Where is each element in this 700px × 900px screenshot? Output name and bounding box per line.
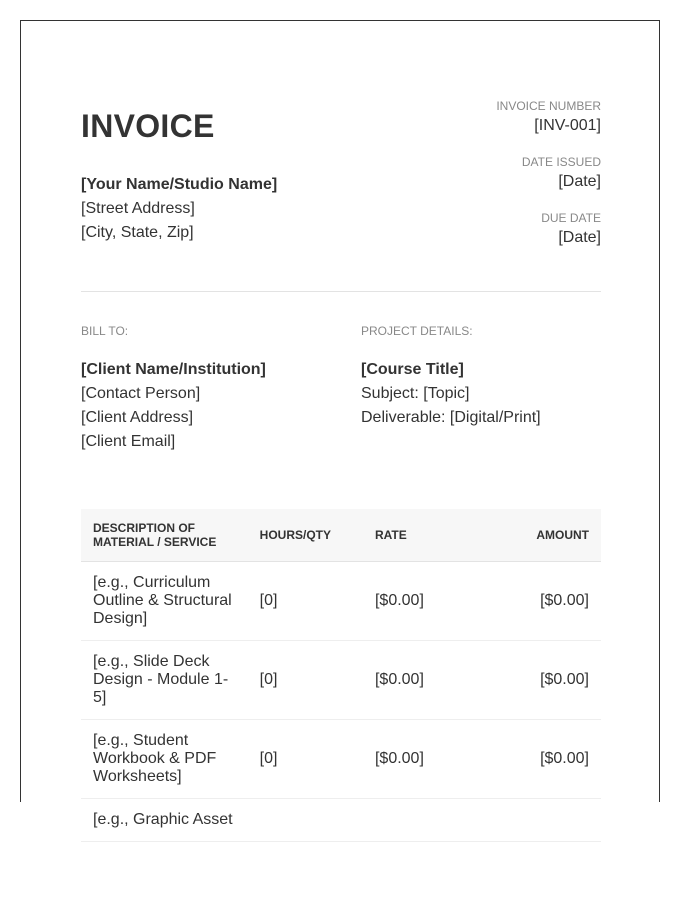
invoice-number-label: INVOICE NUMBER <box>496 99 601 113</box>
due-date-label: DUE DATE <box>541 211 601 225</box>
row-amount: [$0.00] <box>503 562 601 641</box>
project-details-label: PROJECT DETAILS: <box>361 324 473 338</box>
header-amount: AMOUNT <box>503 509 601 562</box>
due-date-value: [Date] <box>558 229 601 246</box>
table-row <box>81 562 601 641</box>
client-email: [Client Email] <box>81 433 176 450</box>
client-contact: [Contact Person] <box>81 385 201 402</box>
client-name: [Client Name/Institution] <box>81 361 266 378</box>
section-divider <box>81 291 601 292</box>
date-issued-value: [Date] <box>558 173 601 190</box>
header-description: DESCRIPTION OF MATERIAL / SERVICE <box>81 509 248 562</box>
row-description: [e.g., Slide Deck Design - Module 1-5] <box>81 641 248 720</box>
row-qty: [0] <box>248 641 363 720</box>
invoice-title: INVOICE <box>81 108 215 144</box>
due-date-group <box>381 209 601 249</box>
project-details-block <box>361 322 601 430</box>
bill-to-label: BILL TO: <box>81 324 129 338</box>
sender-street: [Street Address] <box>81 200 195 217</box>
row-qty: [0] <box>248 562 363 641</box>
sender-block <box>81 173 277 245</box>
row-description: [e.g., Graphic Asset <box>81 799 248 842</box>
row-qty: [0] <box>248 720 363 799</box>
table-header-row <box>81 509 601 562</box>
row-rate <box>363 799 503 842</box>
date-issued-label: DATE ISSUED <box>521 155 601 169</box>
row-amount <box>503 799 601 842</box>
invoice-page <box>20 20 660 828</box>
row-rate: [$0.00] <box>363 720 503 799</box>
invoice-number-group <box>381 97 601 137</box>
line-items-table <box>81 509 601 842</box>
invoice-meta <box>381 97 601 265</box>
row-qty <box>248 799 363 842</box>
sender-city: [City, State, Zip] <box>81 224 194 241</box>
project-deliverable: Deliverable: [Digital/Print] <box>361 409 541 426</box>
header-rate: RATE <box>363 509 503 562</box>
invoice-number-value: [INV-001] <box>534 117 601 134</box>
project-subject: Subject: [Topic] <box>361 385 470 402</box>
row-rate: [$0.00] <box>363 562 503 641</box>
row-amount: [$0.00] <box>503 641 601 720</box>
bill-to-block <box>81 322 321 454</box>
row-rate: [$0.00] <box>363 641 503 720</box>
date-issued-group <box>381 153 601 193</box>
row-amount: [$0.00] <box>503 720 601 799</box>
row-description: [e.g., Student Workbook & PDF Worksheets] <box>81 720 248 799</box>
row-description: [e.g., Curriculum Outline & Structural Design] <box>81 562 248 641</box>
course-title: [Course Title] <box>361 361 464 378</box>
header-qty: HOURS/QTY <box>248 509 363 562</box>
table-row <box>81 799 601 842</box>
table-row <box>81 720 601 799</box>
sender-name: [Your Name/Studio Name] <box>81 176 278 193</box>
client-address: [Client Address] <box>81 409 194 426</box>
table-row <box>81 641 601 720</box>
